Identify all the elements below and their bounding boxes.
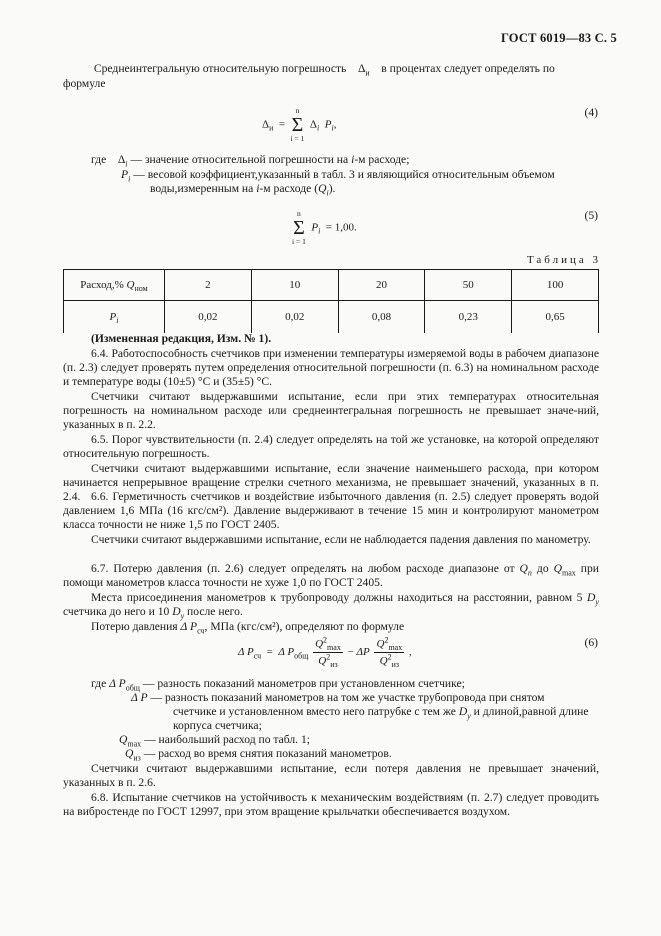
table3-cell: 2 <box>165 270 252 301</box>
eq6-lhs-sub: сч <box>253 651 262 661</box>
paragraph-6-4: 6.4. Работоспособность счетчиков при изменении температуры измеряемой воды в рабочем диапазоне (п. 2.3) следует проверять путем определения относительной погрешности (п. 6.3) на номинальном расходе и температуре воды (10±5) °С и (35±5) °С. <box>63 347 599 389</box>
eq6-den2-sup: 2 <box>387 652 392 662</box>
paragraph-6-7b <box>63 591 599 619</box>
where2-text2a: — разность показаний манометров на том же участке трубопровода при снятом <box>150 691 545 704</box>
paragraph-6-7 <box>63 562 599 590</box>
eq4-sum-bottom: i = 1 <box>290 134 305 143</box>
equation-5 <box>292 209 357 247</box>
eq5-sum <box>292 209 306 247</box>
eq6-minus: − <box>347 646 354 659</box>
where2-text2b: счетчике и установленном вместо него патрубке с тем же <box>173 705 456 718</box>
paragraph-6-6b: Счетчики считают выдержавшими испытание, если не наблюдается падения давления по манометру. <box>91 533 591 546</box>
where2-text2d-sub: y <box>467 711 471 721</box>
where1-text2e: Q <box>318 182 327 195</box>
table3-row1-label-text: Расход,% <box>80 278 124 291</box>
eq6-num1-sub: max <box>327 643 341 653</box>
eq6-frac2 <box>374 637 404 668</box>
eq6-den2-sub: из <box>391 660 400 670</box>
table3-row2-p-sub: i <box>116 316 119 326</box>
paragraph-6-5: 6.5. Порог чувствительности (п. 2.4) следует определять на той же установке, на которой определяют относительную погрешность. <box>63 433 599 461</box>
where2-row3 <box>173 705 589 719</box>
intro-paragraph-line2: формуле <box>63 77 106 90</box>
intro-paragraph <box>91 62 599 76</box>
p67b-d2: D <box>172 605 181 619</box>
table3-cell: 50 <box>425 270 512 301</box>
eq5-rest: = 1,00. <box>325 221 357 234</box>
eq4-p: P <box>324 118 332 131</box>
where1-text2c: i <box>256 182 260 195</box>
paragraph-6-5b: Счетчики считают выдержавшими испытание, если значение наименьшего расхода, при котором начинается непрерывное вращение стрелки счетного механизма, не превышает значений, указанных в п. 2.4. <box>63 462 599 504</box>
eq6-frac1-den <box>313 653 343 668</box>
where2-sym4-sub: из <box>133 753 141 763</box>
eq6-p1: Δ P <box>278 646 295 659</box>
table3-row1-q-sub: ном <box>134 284 148 294</box>
eq5-sigma: Σ <box>293 217 305 239</box>
equation-4 <box>262 106 336 144</box>
where2-row1 <box>91 677 465 691</box>
equation-6 <box>238 637 412 668</box>
table3-cell: 0,08 <box>338 301 425 334</box>
eq4-tail: , <box>333 118 337 131</box>
eq5-sum-bottom: i = 1 <box>292 237 306 246</box>
eq6-p2: ΔP <box>356 646 370 659</box>
eq5-p-sub: i <box>318 226 321 236</box>
eq4-equals: = <box>278 118 286 131</box>
p67c-text-b: , МПа (кгс/см²), определяют по формуле <box>204 620 405 633</box>
where1-row2 <box>121 168 555 182</box>
table3-cell: 0,02 <box>165 301 252 334</box>
eq6-num2: Q <box>376 638 385 650</box>
p67b-d: D <box>587 591 596 604</box>
where2-text2d: D <box>458 705 468 718</box>
where2-sym1-sub: общ <box>125 683 140 693</box>
where1-text1b: i <box>351 153 355 166</box>
where1-sym2-sub: i <box>128 174 131 184</box>
eq6-equals: = <box>266 646 273 659</box>
where2-text2c: и длиной,равной длине <box>473 705 589 718</box>
paragraph-6-8: 6.8. Испытание счетчиков на устойчивость к механическим воздействиям (п. 2.7) следует проводить на вибростенде по ГОСТ 12997, при этом вращение крыльчатки обеспечивается воздухом. <box>63 791 599 819</box>
table-row <box>64 301 599 334</box>
page-header: ГОСТ 6019—83 С. 5 <box>500 31 617 45</box>
intro-text-1: Среднеинтегральную относительную погрешность <box>93 62 347 75</box>
eq6-number: (6) <box>584 636 598 649</box>
eq6-den1: Q <box>318 655 327 668</box>
paragraph-6-7c <box>91 620 599 634</box>
where2-text4: — расход во время снятия показаний манометров. <box>143 747 392 760</box>
p67c-text-a: Потерю давления <box>91 620 178 633</box>
eq6-frac2-num <box>374 637 404 653</box>
table3-caption: Таблица 3 <box>526 254 601 266</box>
eq6-num2-sub: max <box>388 643 403 653</box>
where1-text2f: i <box>326 188 329 198</box>
eq4-p-sub: i <box>331 123 334 133</box>
p67-qn-sub: n <box>527 568 532 578</box>
where1-text1a: значение относительной погрешности на <box>144 153 349 166</box>
p67c-sym: Δ P <box>180 620 198 633</box>
where1-sym1-sub: i <box>125 159 128 169</box>
table-row <box>64 270 599 301</box>
where2-row5 <box>119 733 310 747</box>
where1-text1c: -м расходе; <box>354 153 410 166</box>
where1-text2d: -м расходе ( <box>259 182 319 195</box>
p67b-d-sub: y <box>595 597 599 607</box>
eq6-num2-sup: 2 <box>384 635 389 645</box>
eq4-lhs-sub: и <box>269 123 274 133</box>
p67b-text-c: счетчика до него и 10 <box>63 605 170 619</box>
where1-row3 <box>150 182 335 196</box>
table3-row2-p: P <box>109 310 117 323</box>
eq6-frac2-den <box>374 653 404 668</box>
eq6-lhs: Δ P <box>238 646 254 659</box>
where1-sym2: P <box>121 168 129 181</box>
eq6-p1-sub: общ <box>294 651 309 661</box>
where1-sym1: Δ <box>117 153 126 166</box>
eq6-num1-sup: 2 <box>323 635 328 645</box>
where2-row2 <box>131 691 545 705</box>
where2-text1: — разность показаний манометров при установленном счетчике; <box>142 677 465 690</box>
where2-row4: корпуса счетчика; <box>173 719 262 732</box>
p67b-d2-sub: y <box>180 611 185 621</box>
edited-note: (Измененная редакция, Изм. № 1). <box>91 332 272 345</box>
table-3 <box>63 269 599 333</box>
eq4-sum-top: n <box>295 106 300 115</box>
p67-qn: Q <box>519 562 528 575</box>
table3-row2-label <box>64 301 165 334</box>
eq6-den2: Q <box>379 655 388 668</box>
where1-text2a: весовой коэффициент,указанный в табл. 3 и являющийся относительным объемом <box>147 168 555 181</box>
paragraph-6-4b: Счетчики считают выдержавшими испытание, если при этих температурах относительная погрешность на номинальном расходе или среднеинтегральная погрешность не превышает значе-ний, указанных в п. 2.2. <box>63 390 599 432</box>
eq6-tail: , <box>408 646 412 659</box>
p67b-five: 5 <box>576 591 583 604</box>
eq6-frac1-num <box>313 637 343 653</box>
where1-dash2: — <box>133 168 145 181</box>
eq6-frac1 <box>313 637 343 668</box>
intro-delta: Δ <box>357 62 366 75</box>
intro-delta-sub: и <box>365 68 370 78</box>
where2-row6 <box>125 747 392 761</box>
eq4-term: Δ <box>309 118 317 131</box>
eq6-den1-sup: 2 <box>326 652 331 662</box>
p67-text-c: при помощи манометров класса точности не хуже 1,0 по ГОСТ 2405. <box>63 562 599 590</box>
where2-sym3-sub: max <box>127 739 142 749</box>
paragraph-6-7d: Счетчики считают выдержавшими испытание, если потеря давления не превышает значений, указанных в п. 2.6. <box>63 762 599 790</box>
p67-qmax-sub: max <box>562 568 576 578</box>
where2-sym4: Q <box>125 747 134 760</box>
p67b-text-e: после него. <box>187 605 243 619</box>
table3-row1-label <box>64 270 165 301</box>
table3-cell: 10 <box>251 270 338 301</box>
p67c-sub: сч <box>197 626 205 636</box>
p67b-text-a: Места присоединения манометров к трубопроводу должны находиться на расстоянии, равном <box>91 591 573 604</box>
eq4-number: (4) <box>584 106 598 119</box>
where1-text2b: воды,измеренным на <box>150 182 254 195</box>
eq4-sum <box>291 106 305 144</box>
p67-text-b: до <box>536 562 549 575</box>
p67-text-a: 6.7. Потерю давления (п. 2.6) следует определять на любом расходе диапазоне от <box>91 562 515 575</box>
table3-cell: 0,65 <box>512 301 599 334</box>
where1-text2g: ). <box>328 182 336 195</box>
where1-gde: где <box>91 153 107 166</box>
eq5-number: (5) <box>584 209 598 222</box>
eq6-num1: Q <box>315 638 324 650</box>
where1-row1 <box>91 153 409 167</box>
table3-cell: 100 <box>512 270 599 301</box>
where2-sym3: Q <box>119 733 128 746</box>
eq5-sum-top: n <box>297 209 301 218</box>
where2-text3: — наибольший расход по табл. 1; <box>144 733 310 746</box>
p67-qmax: Q <box>553 562 562 575</box>
table3-cell: 20 <box>338 270 425 301</box>
table3-cell: 0,02 <box>251 301 338 334</box>
where2-sym2: Δ P <box>131 691 148 704</box>
paragraph-6-6: 6.6. Герметичность счетчиков и воздействие избыточного давления (п. 2.5) следует проверять водой давлением 1,6 МПа (16 кгс/см²). Давление выдерживают в течение 15 мин и контролируют манометром класса точности не ниже 1,5 по ГОСТ 2405. <box>63 490 599 532</box>
intro-text-2: в процентах следует определять по <box>381 62 555 75</box>
table3-cell: 0,23 <box>425 301 512 334</box>
eq5-p: P <box>311 221 319 234</box>
eq6-den1-sub: из <box>330 660 338 670</box>
eq4-lhs: Δ <box>262 118 270 131</box>
eq4-term-sub: i <box>316 123 320 133</box>
where2-gde: где <box>91 677 107 690</box>
eq4-sigma: Σ <box>291 114 304 136</box>
where2-sym1: Δ P <box>109 677 126 690</box>
where1-dash1: — <box>130 153 143 166</box>
table3-row1-q: Q <box>126 278 135 291</box>
